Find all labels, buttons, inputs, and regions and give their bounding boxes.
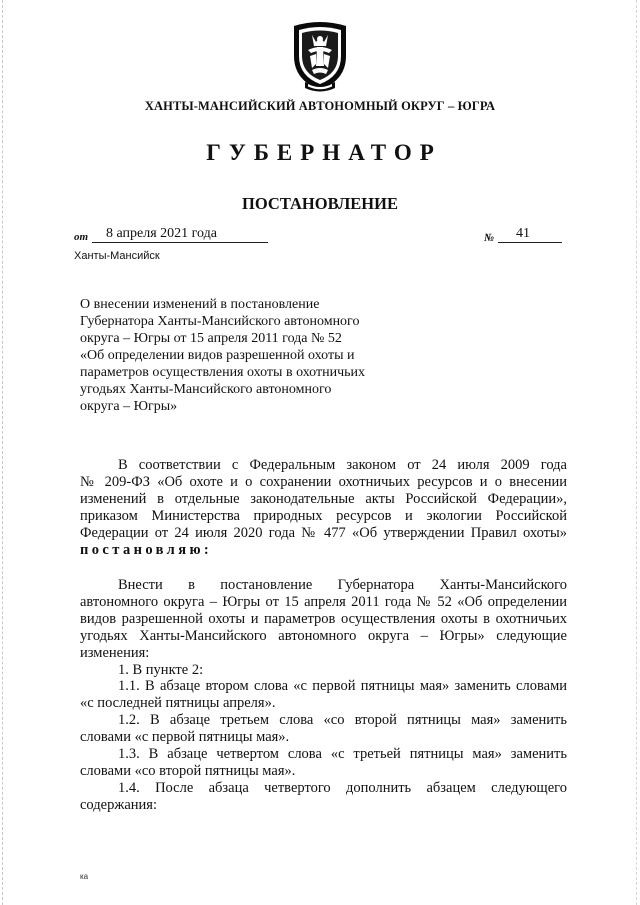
subject-line: «Об определении видов разрешенной охоты и — [80, 348, 355, 363]
subject-line: округа – Югры» — [80, 399, 178, 414]
scan-edge-right — [636, 0, 637, 905]
preamble-line: В соответствии с Федеральным законом от 24 июля 2009 года — [118, 457, 567, 473]
scan-edge-left — [2, 0, 3, 905]
date-prefix: от — [74, 231, 89, 243]
item-1-1-line: «с последней пятницы апреля». — [80, 695, 276, 712]
body-line: автономного округа – Югры от 15 апреля 2011 года № 52 «Об определении — [80, 593, 567, 610]
region-title: ХАНТЫ-МАНСИЙСКИЙ АВТОНОМНЫЙ ОКРУГ – ЮГРА — [144, 99, 496, 113]
body-line: угодьях Ханты-Мансийского автономного округа – Югры» следующие — [80, 627, 567, 644]
main-body — [80, 577, 567, 814]
item-1-3-line: 1.3. В абзаце четвертом слова «с третьей пятницы мая» заменить — [118, 746, 567, 763]
preamble-line: изменений в отдельные законодательные акты Российской Федерации», — [80, 490, 567, 507]
footer-mark: ка — [80, 872, 89, 881]
decree-word: постановляю: — [80, 541, 213, 558]
authority-title: ГУБЕРНАТОР — [206, 140, 442, 165]
body-line: изменения: — [80, 644, 150, 661]
date-field — [92, 226, 268, 243]
number-value: 41 — [516, 226, 530, 241]
khanty-mansiysk-coat-of-arms-icon — [288, 20, 352, 94]
item-1-2-line: словами «с первой пятницы мая». — [80, 729, 290, 746]
item-1-2-line: 1.2. В абзаце третьем слова «со второй пятницы мая» заменить — [118, 712, 567, 729]
subject-line: Губернатора Ханты-Мансийского автономного — [80, 314, 360, 329]
subject-line: О внесении изменений в постановление — [80, 297, 320, 312]
number-field — [498, 226, 562, 243]
document-subject — [80, 296, 410, 415]
item-1: 1. В пункте 2: — [118, 661, 204, 678]
subject-line: округа – Югры от 15 апреля 2011 года № 52 — [80, 331, 342, 346]
preamble-line: Федерации от 24 июля 2020 года № 477 «Об утверждении Правил охоты» — [80, 524, 567, 541]
item-1-1-line: 1.1. В абзаце втором слова «с первой пятницы мая» заменить словами — [118, 678, 567, 695]
item-1-4-line: содержания: — [80, 796, 158, 813]
city-name: Ханты-Мансийск — [74, 250, 160, 262]
subject-line: параметров осуществления охоты в охотничьих — [80, 365, 366, 380]
date-value: 8 апреля 2021 года — [106, 226, 217, 241]
body-line: видов разрешенной охоты и параметров осуществления охоты в охотничьих — [80, 610, 567, 627]
body-line: Внести в постановление Губернатора Ханты-Мансийского — [118, 577, 567, 593]
number-prefix: № — [484, 232, 495, 244]
preamble-line: приказом Министерства природных ресурсов и экологии Российской — [80, 507, 567, 524]
item-1-4-line: 1.4. После абзаца четвертого дополнить абзацем следующего — [118, 779, 567, 796]
document-type: ПОСТАНОВЛЕНИЕ — [242, 194, 398, 213]
date-number-row — [74, 226, 564, 246]
item-1-3-line: словами «со второй пятницы мая». — [80, 762, 296, 779]
preamble-paragraph — [80, 457, 567, 558]
preamble-line: № 209-ФЗ «Об охоте и о сохранении охотничьих ресурсов и о внесении — [80, 473, 567, 490]
subject-line: угодьях Ханты-Мансийского автономного — [80, 382, 332, 397]
